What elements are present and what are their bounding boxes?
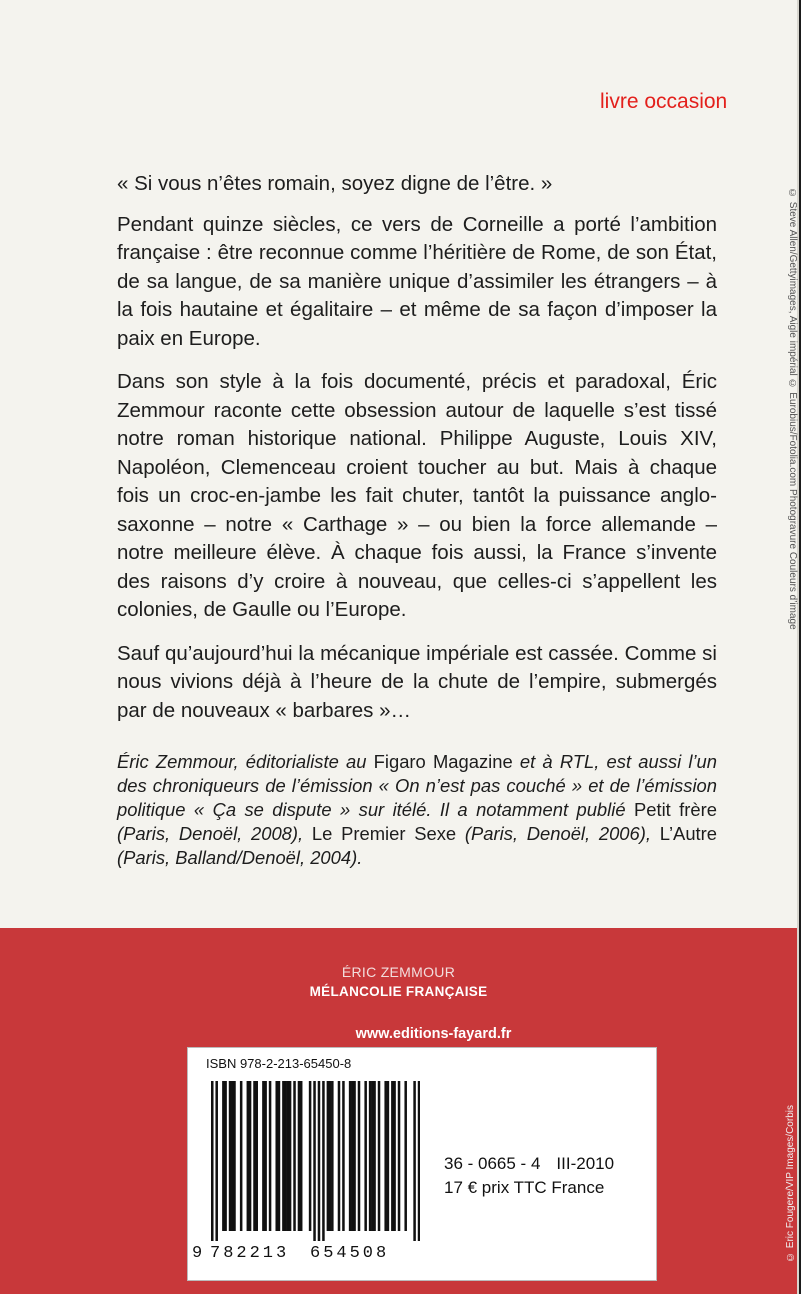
barcode-bar [393,1081,396,1231]
barcode-bar [262,1081,265,1231]
barcode-bar [253,1081,256,1231]
barcode-bar [313,1081,316,1241]
barcode-bar [331,1081,334,1231]
barcode-bar [240,1081,243,1231]
barcode-bar [278,1081,281,1231]
photo-credit-vertical: © Eric Fougere/VIP Images/Corbis [785,1105,796,1262]
barcode-bar [391,1081,394,1231]
barcode-bar [222,1081,225,1231]
publisher-website: www.editions-fayard.fr [355,1026,512,1042]
barcode-bar [275,1081,278,1231]
blurb-paragraph-2: Dans son style à la fois documenté, précis et paradoxal, Éric Zemmour raconte cette obsession autour de laquelle s’est tissé notre roman historique national. Philippe Auguste, Louis XIV, Napoléon, Clemenceau croient toucher au but. Mais à chaque fois un croc-en-jambe les fait chuter, tantôt la puissance anglo-saxonne – notre « Carthage » – ou bien la force allemande – notre meilleure élève. À chaque fois aussi, la France s’invente des raisons d’y croire à nouveau, que celles-ci s’appellent les colonies, de Gaulle ou l’Europe. [117,370,717,621]
blurb-paragraph-1: Pendant quinze siècles, ce vers de Corneille a porté l’ambition française : être reconnue comme l’héritière de Rome, de son État, de sa langue, de sa manière unique d’assimiler les étrangers – à la fois hautaine et égalitaire – et même de sa façon d’imposer la paix en Europe. [117,212,717,350]
barcode-bar [398,1081,401,1231]
barcode-bar [404,1081,407,1231]
barcode-bar [387,1081,390,1231]
image-credit-vertical: © Steve Allen/Gettyimages, Aigle impérial © Eurobius/Fotolia.com Photogravure Couleurs d’image [787,188,798,630]
barcode-digits-right: 654508 [310,1244,390,1263]
barcode-bar [255,1081,258,1231]
barcode-bar [231,1081,234,1231]
footer-title: MÉLANCOLIE FRANÇAISE [309,984,488,999]
barcode-bar [351,1081,354,1231]
bio-text: (Paris, Denoël, 2008), [117,823,312,844]
footer-author: ÉRIC ZEMMOUR [341,964,456,980]
reference-line [444,1152,614,1176]
isbn-label: ISBN 978-2-213-65450-8 [206,1056,352,1071]
barcode-bar [322,1081,325,1241]
barcode-bar [342,1081,345,1231]
barcode-bar [373,1081,376,1231]
bio-text: (Paris, Denoël, 2006), [456,823,660,844]
bio-text: et à RTL, est aussi l’un des chroniqueurs de l’émission « On n’est pas couché » et de l’émission politique « Ça se dispute » sur itélé. Il a notamment publié [117,751,717,820]
barcode-digits [192,1244,410,1263]
isbn-panel [187,1047,657,1281]
barcode-bar [318,1081,321,1241]
bio-title: Le Premier Sexe [311,823,457,844]
barcode-bar [358,1081,361,1231]
edition-date: III-2010 [556,1154,615,1173]
reference-code: 36 - 0665 - 4 [444,1154,541,1173]
barcode-bar [229,1081,232,1231]
bio-title: L’Autre [659,823,718,844]
blurb [117,170,717,740]
barcode-bar [264,1081,267,1231]
barcode [211,1081,420,1241]
barcode-bar [289,1081,292,1231]
bio-title: Figaro Magazine [373,751,513,772]
barcode-bar [418,1081,420,1241]
barcode-bar [309,1081,312,1231]
barcode-bar [349,1081,352,1231]
used-book-stamp: livre occasion [600,90,728,113]
price: 17 € prix TTC France [444,1178,605,1197]
barcode-bar [215,1081,218,1241]
barcode-bar [413,1081,416,1241]
barcode-bar [247,1081,250,1231]
blurb-paragraph-3: Sauf qu’aujourd’hui la mécanique impériale est cassée. Comme si nous vivions déjà à l’heure de la chute de l’empire, submergés par de nouveaux « barbares »… [117,641,717,722]
barcode-bar [269,1081,272,1231]
barcode-bar [293,1081,296,1231]
bio-text: (Paris, Balland/Denoël, 2004). [117,847,363,868]
barcode-bar [224,1081,227,1231]
bio-text: Éric Zemmour, éditorialiste au [117,751,374,772]
barcode-bar [338,1081,341,1231]
barcode-bar [371,1081,374,1231]
barcode-bar [300,1081,303,1231]
barcode-bar [364,1081,367,1231]
barcode-bar [233,1081,236,1231]
bio-title: Petit frère [633,799,717,820]
barcode-bar [284,1081,287,1231]
barcode-bar [327,1081,330,1231]
barcode-digits-left: 782213 [210,1244,290,1263]
barcode-bar [378,1081,381,1231]
barcode-bar [211,1081,214,1241]
barcode-bar [369,1081,372,1231]
author-bio [117,750,717,870]
corneille-quote: « Si vous n’êtes romain, soyez digne de l’être. » [117,172,553,195]
barcode-bar [287,1081,290,1231]
barcode-bar [249,1081,252,1231]
publisher-reference [444,1152,614,1200]
barcode-bar [329,1081,332,1231]
barcode-bar [282,1081,285,1231]
barcode-bar [298,1081,301,1231]
barcode-digit-first: 9 [192,1244,203,1263]
barcode-bar [384,1081,387,1231]
barcode-bar [353,1081,356,1231]
